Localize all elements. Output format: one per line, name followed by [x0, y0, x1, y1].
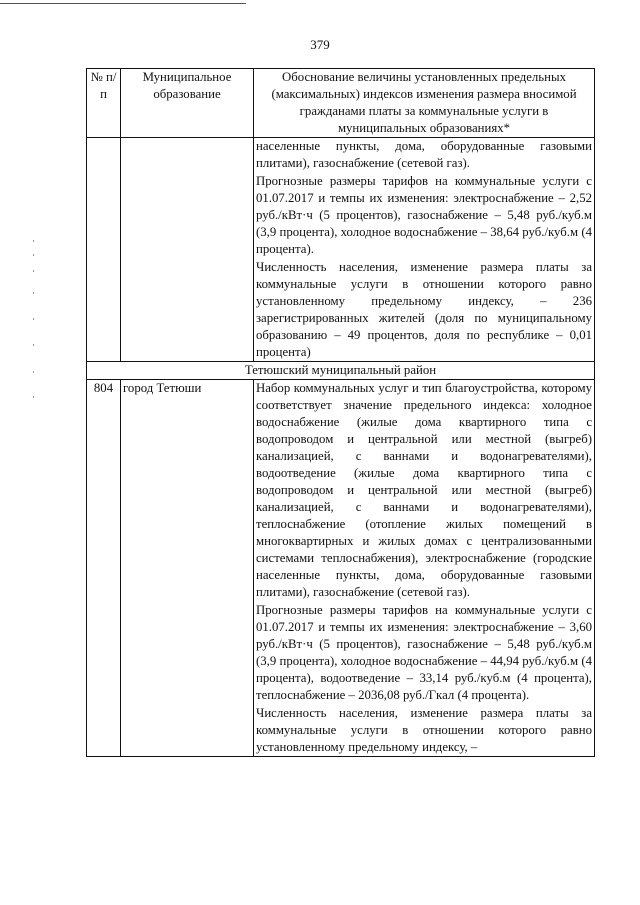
- continuation-paragraph: Численность населения, изменение размера платы за коммунальные услуги в отношении которого равно установленному предельному индексу, – 236 зарегистрированных жителей (доля по муниципальному образованию – 49 процентов, доля по республике – 0,01 процента): [256, 260, 592, 359]
- table-header-row: [87, 69, 595, 138]
- row-paragraph: Набор коммунальных услуг и тип благоустройства, которому соответствует значение предельного индекса: холодное водоснабжение (жилые дома квартирного типа с водопроводом и центральной или местной (выгреб) канализацией, с ваннами и водонагревателями), водоотведение (жилые дома квартирного типа с водопроводом и центральной или местной (выгреб) канализацией, с ваннами и водонагревателями), теплоснабжение (отопление жилых помещений в многоквартирных и жилых домах с централизованными системами теплоснабжения), электроснабжение (городские населенные пункты, дома, оборудованные газовыми плитами), газоснабжение (сетевой газ).: [256, 381, 592, 599]
- top-rule: [0, 3, 246, 4]
- tariff-index-table: [86, 68, 595, 757]
- header-num: № п/п: [87, 69, 121, 138]
- continuation-justification-cell: [254, 138, 595, 362]
- continuation-municipality-cell: [121, 138, 254, 362]
- row-paragraph: Прогнозные размеры тарифов на коммунальные услуги с 01.07.2017 и темпы их изменения: электроснабжение – 3,60 руб./кВт·ч (5 процентов), газоснабжение – 5,48 руб./куб.м (3,9 процента), холодное водоснабжение – 44,94 руб./куб.м (4 процента), водоотведение – 33,14 руб./куб.м (4 процента), теплоснабжение – 2036,08 руб./Гкал (4 процента).: [256, 603, 592, 702]
- header-municipality: Муниципальное образование: [121, 69, 254, 138]
- scan-margin-marks: [33, 240, 35, 400]
- row-justification-cell: [254, 380, 595, 757]
- table-row-continuation: [87, 138, 595, 362]
- page-number: 379: [310, 37, 330, 52]
- continuation-num-cell: [87, 138, 121, 362]
- section-row: [87, 362, 595, 380]
- row-paragraph: Численность населения, изменение размера платы за коммунальные услуги в отношении которого равно установленному предельному индексу, –: [256, 706, 592, 754]
- header-justification: Обоснование величины установленных предельных (максимальных) индексов изменения размера вносимой гражданами платы за коммунальные услуги в муниципальных образованиях*: [254, 69, 595, 138]
- row-municipality: город Тетюши: [121, 380, 254, 757]
- row-number: 804: [87, 380, 121, 757]
- section-title: Тетюшский муниципальный район: [87, 362, 595, 380]
- table-row-804: [87, 380, 595, 757]
- continuation-paragraph: Прогнозные размеры тарифов на коммунальные услуги с 01.07.2017 и темпы их изменения: электроснабжение – 2,52 руб./кВт·ч (5 процентов), газоснабжение – 5,48 руб./куб.м (3,9 процента), холодное водоснабжение – 38,64 руб./куб.м (4 процента).: [256, 174, 592, 256]
- continuation-paragraph: населенные пункты, дома, оборудованные газовыми плитами), газоснабжение (сетевой газ).: [256, 139, 592, 170]
